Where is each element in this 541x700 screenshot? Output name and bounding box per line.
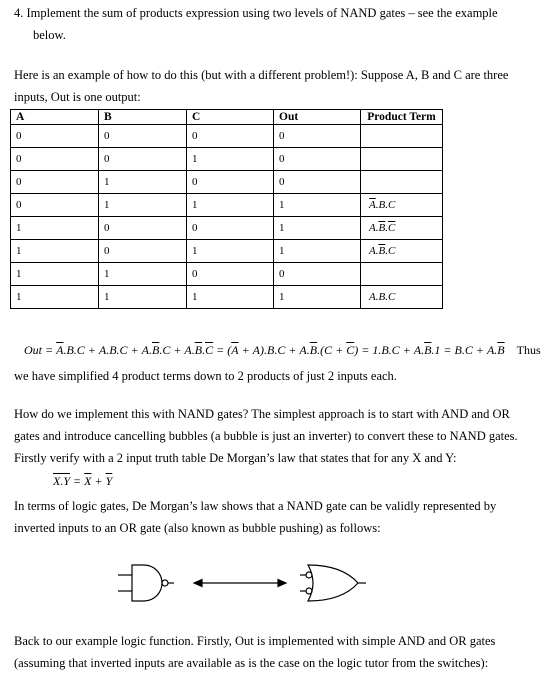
cell-b: 1 — [99, 286, 187, 309]
table-row — [11, 148, 443, 171]
cell-c: 0 — [187, 171, 274, 194]
cell-c: 1 — [187, 148, 274, 171]
table-row — [11, 217, 443, 240]
cell-c: 0 — [187, 263, 274, 286]
nand-paragraph — [14, 403, 524, 469]
cell-b: 0 — [99, 240, 187, 263]
cell-term — [361, 148, 443, 171]
cell-out: 1 — [274, 194, 361, 217]
logic-line-1: In terms of logic gates, De Morgan’s law shows that a NAND gate can be validly represented by — [14, 499, 497, 513]
cell-out: 0 — [274, 171, 361, 194]
cell-c: 0 — [187, 217, 274, 240]
cell-b: 1 — [99, 194, 187, 217]
cell-a: 0 — [11, 171, 99, 194]
cell-out: 0 — [274, 125, 361, 148]
cell-out: 1 — [274, 286, 361, 309]
demorgan-equation: $X.Y = \overline{X} + \overline{Y}$ — [53, 474, 113, 488]
table-row — [11, 263, 443, 286]
cell-out: 1 — [274, 240, 361, 263]
intro-line-1: Here is an example of how to do this (but with a different problem!): Suppose A, B and C are three — [14, 68, 509, 82]
table-row — [11, 286, 443, 309]
cell-a: 0 — [11, 125, 99, 148]
cell-a: 1 — [11, 240, 99, 263]
cell-c: 1 — [187, 240, 274, 263]
cell-b: 0 — [99, 148, 187, 171]
cell-term: $A.\overline{B}.C$ — [361, 240, 443, 263]
logic-paragraph — [14, 495, 524, 539]
cell-b: 0 — [99, 125, 187, 148]
cell-a: 0 — [11, 194, 99, 217]
cell-term: A.B.C — [361, 286, 443, 309]
header-product-term: Product Term — [361, 110, 443, 125]
question-text — [14, 2, 524, 46]
cell-term — [361, 171, 443, 194]
cell-b: 1 — [99, 263, 187, 286]
question-line-1: 4. Implement the sum of products expression using two levels of NAND gates – see the example — [14, 6, 498, 20]
cell-out: 1 — [274, 217, 361, 240]
header-b: B — [99, 110, 187, 125]
cell-b: 1 — [99, 171, 187, 194]
nand-line-3: Firstly verify with a 2 input truth table De Morgan’s law that states that for any X and Y: — [14, 451, 457, 465]
simplification-formula: Out = $\overline{A}.B.C + A.B.C + A.\overline{B}.C + A.\overline{B}.\overline{C} = (\overline{A} + A).B.C + A.\overline{B}.(C + \overline{C}) = 1.B.C + A.\overline{B}.1 = B.C + A.\overline{B}$ Thus — [24, 343, 541, 357]
cell-a: 1 — [11, 263, 99, 286]
cell-out: 0 — [274, 148, 361, 171]
table-row — [11, 240, 443, 263]
header-a: A — [11, 110, 99, 125]
thus-word: Thus — [516, 343, 541, 357]
nand-gate-icon — [118, 565, 174, 601]
summary-text: we have simplified 4 product terms down to 2 products of just 2 inputs each. — [14, 369, 397, 383]
header-out: Out — [274, 110, 361, 125]
cell-a: 1 — [11, 286, 99, 309]
question-line-2: below. — [33, 28, 66, 42]
logic-line-2: inverted inputs to an OR gate (also known as bubble pushing) as follows: — [14, 521, 381, 535]
intro-text — [14, 64, 524, 108]
or-gate-inverted-inputs-icon — [300, 565, 366, 601]
table-row — [11, 125, 443, 148]
nand-line-1: How do we implement this with NAND gates? The simplest approach is to start with AND and OR — [14, 407, 510, 421]
cell-b: 0 — [99, 217, 187, 240]
nand-equivalence-diagram — [110, 555, 370, 615]
cell-term — [361, 125, 443, 148]
cell-term: $A.\overline{B}.\overline{C}$ — [361, 217, 443, 240]
back-line-1: Back to our example logic function. Firstly, Out is implemented with simple AND and OR gates — [14, 634, 496, 648]
cell-term — [361, 263, 443, 286]
intro-line-2: inputs, Out is one output: — [14, 90, 141, 104]
cell-term: $\overline{A}.B.C$ — [361, 194, 443, 217]
table-row — [11, 171, 443, 194]
nand-line-2: gates and introduce cancelling bubbles (a bubble is just an inverter) to convert these to NAND gates. — [14, 429, 518, 443]
cell-out: 0 — [274, 263, 361, 286]
back-line-2: (assuming that inverted inputs are available as is the case on the logic tutor from the switches): — [14, 656, 489, 670]
cell-c: 1 — [187, 194, 274, 217]
table-header-row — [11, 110, 443, 125]
double-arrow-icon — [194, 580, 286, 587]
cell-c: 1 — [187, 286, 274, 309]
cell-c: 0 — [187, 125, 274, 148]
cell-a: 0 — [11, 148, 99, 171]
table-row — [11, 194, 443, 217]
truth-table — [10, 109, 443, 309]
back-paragraph — [14, 630, 524, 674]
cell-a: 1 — [11, 217, 99, 240]
header-c: C — [187, 110, 274, 125]
